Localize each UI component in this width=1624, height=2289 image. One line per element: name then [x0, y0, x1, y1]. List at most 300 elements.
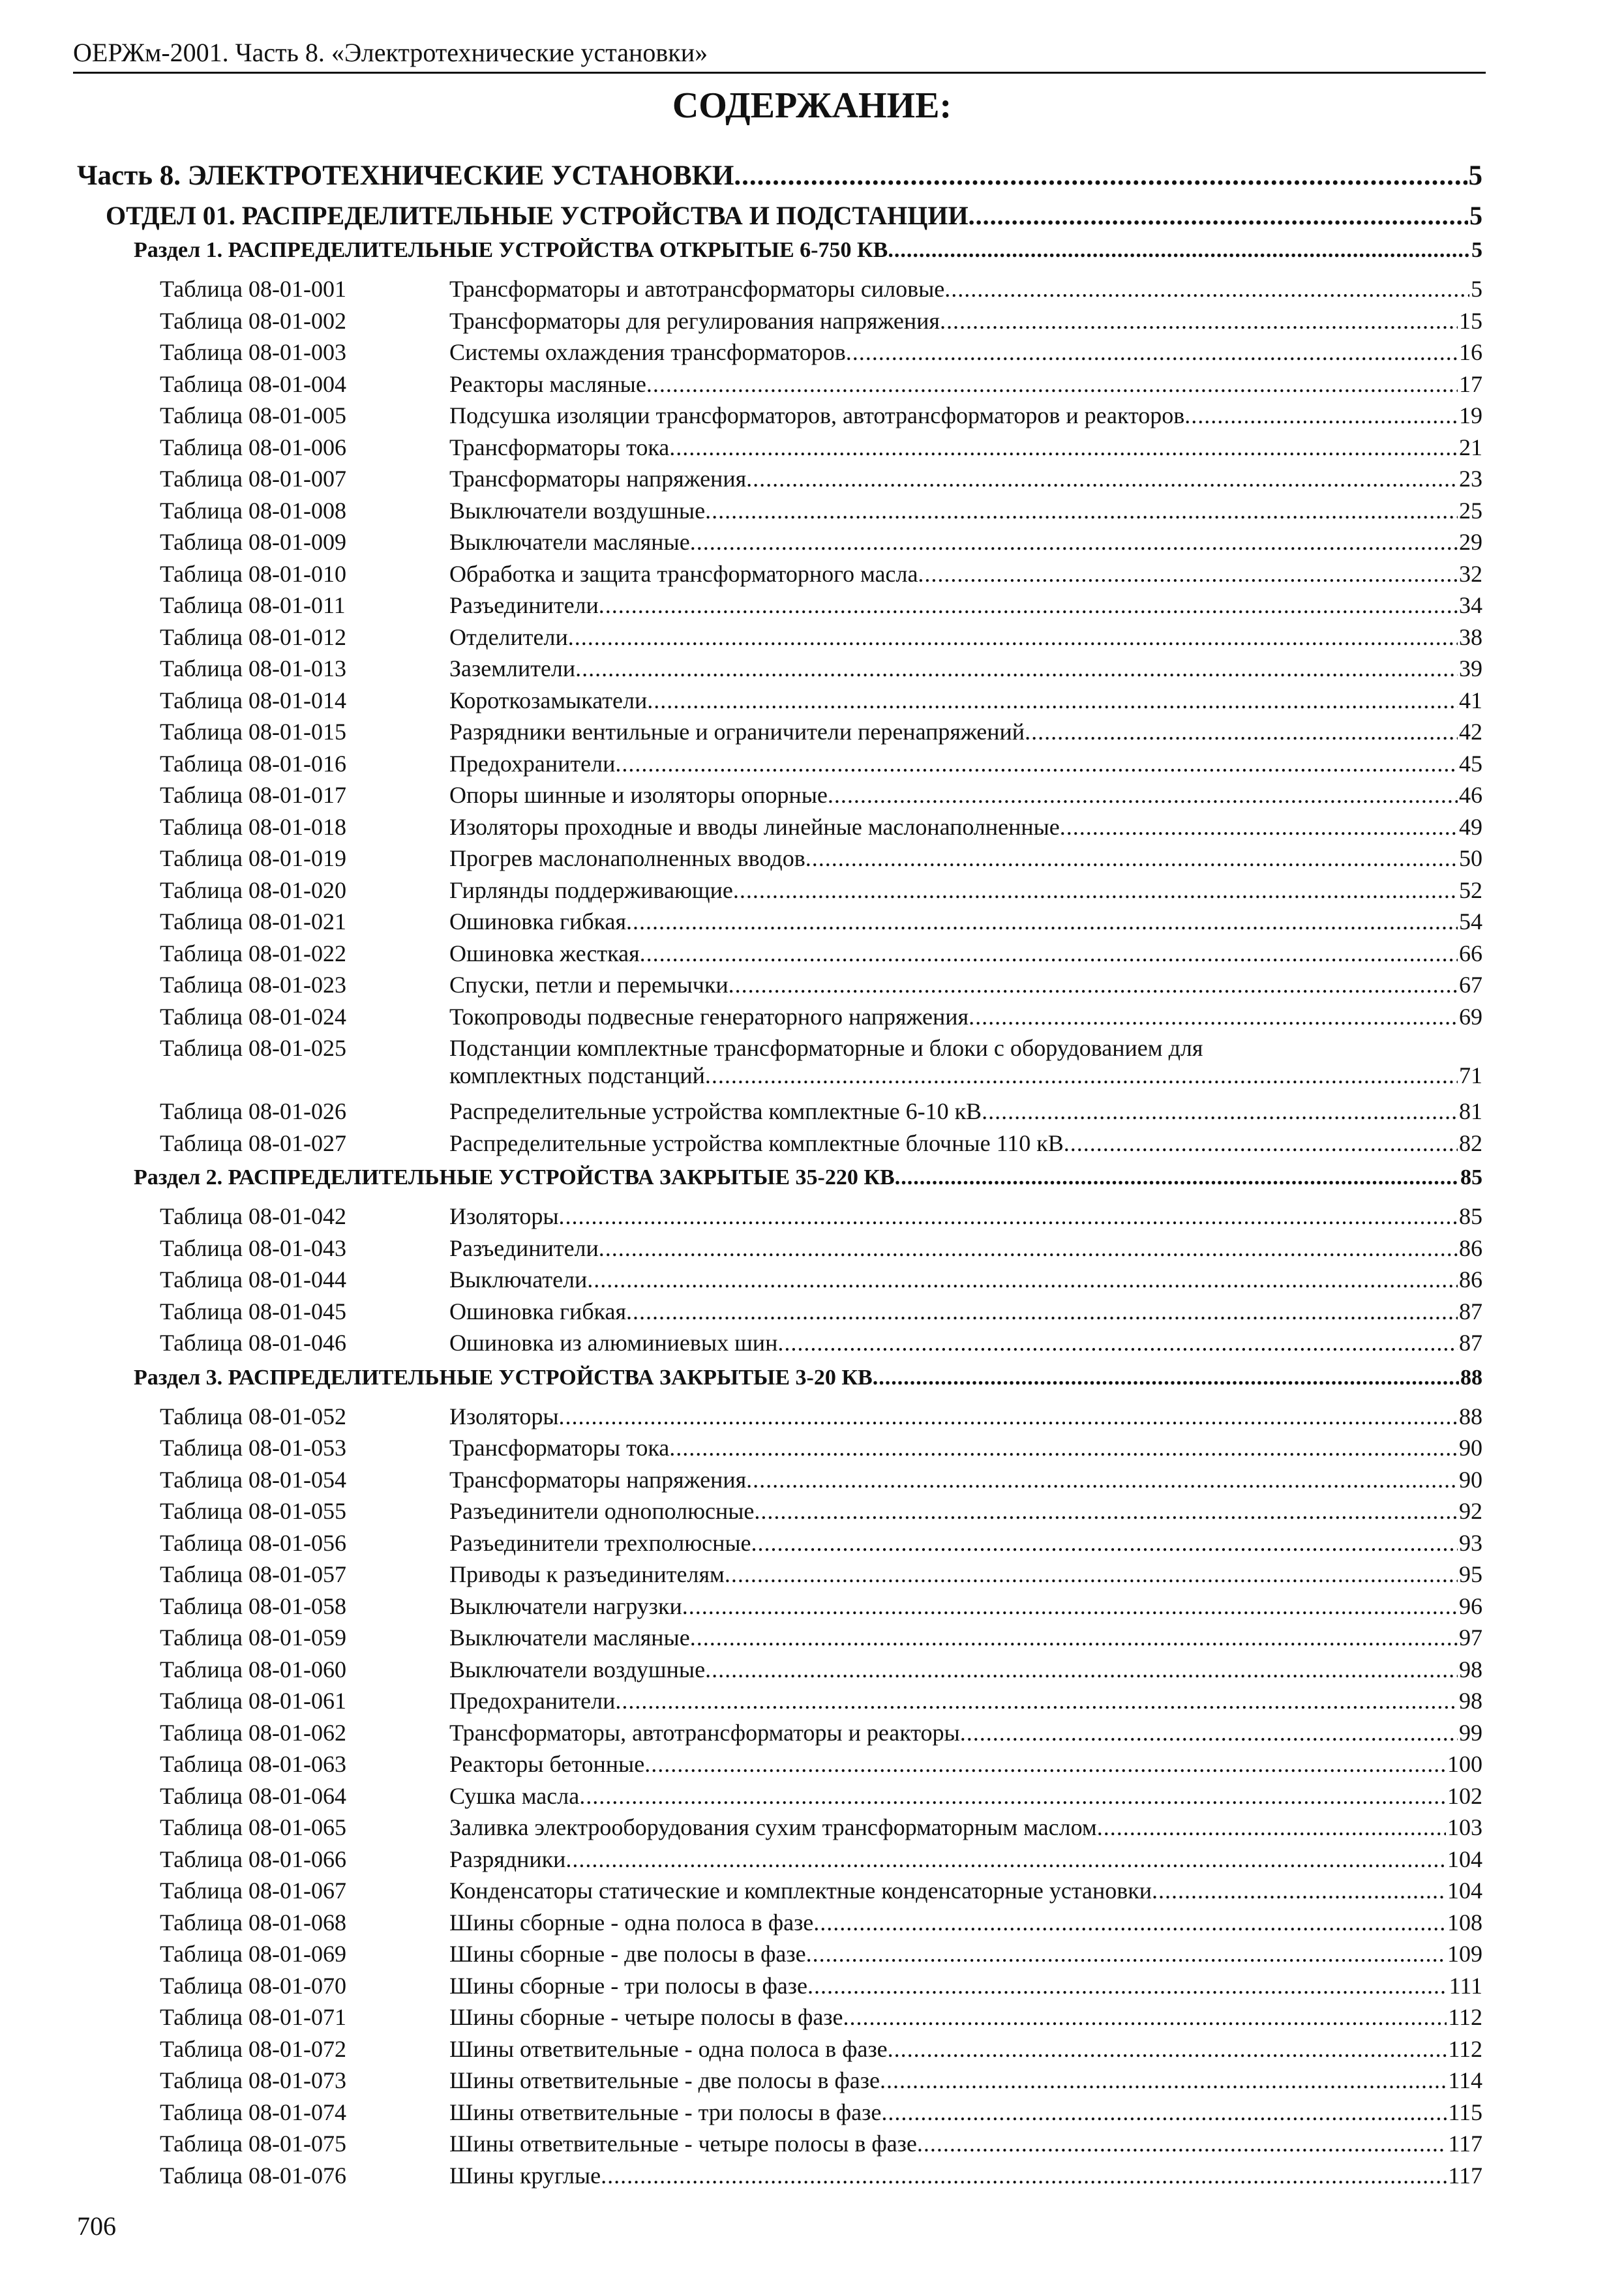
toc-table-page: 71: [1459, 1062, 1482, 1088]
toc-table-entry[interactable]: [0, 591, 1624, 623]
toc-table-number: Таблица 08-01-052: [160, 1403, 346, 1429]
dot-leader: [669, 434, 1458, 461]
toc-table-page: 92: [1459, 1498, 1482, 1524]
toc-table-entry[interactable]: [0, 465, 1624, 497]
dot-leader: [559, 1403, 1458, 1430]
toc-table-page: 66: [1459, 940, 1482, 966]
dot-leader: [682, 1593, 1458, 1620]
toc-table-entry[interactable]: [0, 1298, 1624, 1330]
toc-table-title: Предохранители: [449, 1688, 616, 1714]
toc-table-entry[interactable]: [0, 1593, 1624, 1624]
toc-table-entry[interactable]: [0, 1687, 1624, 1719]
toc-table-page: 82: [1459, 1130, 1482, 1156]
toc-table-title: Распределительные устройства комплектные блочные 110 кВ: [449, 1130, 1064, 1156]
toc-table-description: [449, 434, 1482, 461]
toc-table-description: [449, 623, 1482, 651]
toc-table-number: Таблица 08-01-018: [160, 813, 346, 840]
toc-table-title: Шины круглые: [449, 2162, 601, 2189]
toc-table-page: 17: [1459, 370, 1482, 397]
toc-table-title-continuation: комплектных подстанций: [449, 1062, 705, 1088]
toc-table-page: 93: [1459, 1529, 1482, 1556]
toc-table-title: Трансформаторы тока: [449, 434, 670, 460]
toc-table-description: [449, 497, 1482, 524]
toc-table-page: 96: [1459, 1593, 1482, 1619]
toc-table-number: Таблица 08-01-056: [160, 1529, 346, 1556]
toc-table-number: Таблица 08-01-053: [160, 1435, 346, 1461]
toc-table-number: Таблица 08-01-045: [160, 1298, 346, 1324]
toc-table-page: 114: [1448, 2067, 1482, 2093]
dot-leader: [734, 160, 1467, 192]
dot-leader: [751, 1529, 1458, 1557]
dot-leader: [888, 238, 1470, 263]
toc-table-description: [449, 370, 1482, 398]
dot-leader: [725, 1561, 1458, 1588]
dot-leader: [615, 750, 1458, 777]
toc-table-page: 97: [1459, 1624, 1482, 1651]
dot-leader: [982, 1098, 1458, 1125]
toc-table-number: Таблица 08-01-016: [160, 750, 346, 777]
toc-table-entry[interactable]: [0, 275, 1624, 307]
toc-department-entry[interactable]: [0, 200, 1624, 238]
toc-table-description: [449, 1434, 1482, 1461]
toc-table-title: Шины ответвительные - три полосы в фазе: [449, 2099, 882, 2125]
toc-table-entry[interactable]: [0, 528, 1624, 560]
toc-section-label: Раздел 1. РАСПРЕДЕЛИТЕЛЬНЫЕ УСТРОЙСТВА ОТКРЫТЫЕ 6-750 КВ: [134, 238, 888, 262]
toc-table-description: [449, 338, 1482, 366]
toc-table-description: [449, 2067, 1482, 2094]
dot-leader: [705, 1656, 1458, 1683]
toc-table-page: 52: [1459, 876, 1482, 903]
dot-leader: [640, 940, 1458, 967]
toc-table-page: 98: [1459, 1688, 1482, 1714]
toc-table-page: 25: [1459, 497, 1482, 524]
toc-table-description: [449, 908, 1482, 935]
toc-table-number: Таблица 08-01-005: [160, 402, 346, 428]
toc-table-number: Таблица 08-01-014: [160, 687, 346, 713]
dot-leader: [599, 591, 1458, 619]
dot-leader: [1060, 813, 1458, 841]
toc-table-title: Выключатели воздушные: [449, 1656, 706, 1683]
toc-department-page: 5: [1469, 201, 1482, 230]
toc-table-number: Таблица 08-01-026: [160, 1098, 346, 1124]
dot-leader: [1097, 1814, 1446, 1841]
toc-part-label: Часть 8. ЭЛЕКТРОТЕХНИЧЕСКИЕ УСТАНОВКИ: [77, 160, 734, 191]
toc-table-number: Таблица 08-01-012: [160, 623, 346, 650]
toc-table-description: [449, 1203, 1482, 1230]
toc-table-entry[interactable]: [0, 307, 1624, 339]
toc-table-description: [449, 307, 1482, 335]
toc-table-entry[interactable]: [0, 1561, 1624, 1593]
toc-table-number: Таблица 08-01-020: [160, 876, 346, 903]
toc-table-description: [449, 845, 1482, 872]
toc-section-entry[interactable]: [0, 1165, 1624, 1203]
toc-table-page: 90: [1459, 1435, 1482, 1461]
toc-table-title: Трансформаторы напряжения: [449, 466, 747, 492]
toc-table-description: [449, 687, 1482, 714]
toc-table-description: [449, 560, 1482, 588]
toc-table-entry[interactable]: [0, 1529, 1624, 1561]
toc-table-description: [449, 591, 1482, 619]
dot-leader: [806, 1940, 1446, 1967]
toc-table-entry[interactable]: [0, 1719, 1624, 1751]
toc-table-description: [449, 750, 1482, 777]
dot-leader: [729, 971, 1458, 998]
toc-table-title: Заливка электрооборудования сухим трансформаторным маслом: [449, 1814, 1097, 1840]
toc-table-title: Конденсаторы статические и комплектные конденсаторные установки: [449, 1878, 1152, 1904]
page-title: СОДЕРЖАНИЕ:: [672, 85, 952, 126]
toc-table-entry[interactable]: [0, 338, 1624, 370]
toc-table-page: 88: [1459, 1403, 1482, 1429]
toc-table-entry[interactable]: [0, 1234, 1624, 1266]
toc-table-entry[interactable]: [0, 623, 1624, 655]
dot-leader: [843, 2003, 1447, 2031]
toc-table-description: [449, 1593, 1482, 1620]
toc-table-number: Таблица 08-01-066: [160, 1846, 346, 1872]
toc-table-description: [449, 2099, 1482, 2126]
toc-table-number: Таблица 08-01-043: [160, 1234, 346, 1261]
toc-table-entry[interactable]: [0, 750, 1624, 782]
toc-table-page: 46: [1459, 782, 1482, 808]
toc-table-page: 99: [1459, 1719, 1482, 1746]
toc-table-page: 103: [1447, 1814, 1482, 1840]
toc-table-entry[interactable]: [0, 1466, 1624, 1498]
toc-table-number: Таблица 08-01-065: [160, 1814, 346, 1840]
toc-table-number: Таблица 08-01-054: [160, 1466, 346, 1493]
toc-table-title: Ошиновка жесткая: [449, 940, 640, 966]
toc-table-description: [449, 1972, 1482, 1999]
dot-leader: [565, 1846, 1446, 1873]
toc-part-entry[interactable]: [0, 160, 1624, 200]
toc-section-page: 5: [1471, 238, 1482, 262]
toc-table-page: 104: [1447, 1878, 1482, 1904]
toc-table-page: 69: [1459, 1003, 1482, 1030]
dot-leader: [813, 1909, 1446, 1936]
dot-leader: [568, 623, 1458, 651]
toc-table-page: 41: [1459, 687, 1482, 713]
toc-table-number: Таблица 08-01-017: [160, 782, 346, 808]
toc-table-page: 104: [1447, 1846, 1482, 1872]
toc-table-entry[interactable]: [0, 1909, 1624, 1941]
toc-section-page: 85: [1460, 1165, 1482, 1189]
toc-table-entry[interactable]: [0, 1624, 1624, 1656]
toc-table-number: Таблица 08-01-064: [160, 1782, 346, 1809]
toc-table-number: Таблица 08-01-059: [160, 1624, 346, 1651]
toc-table-title: Разъединители однополюсные: [449, 1498, 755, 1524]
toc-sections: [0, 238, 1624, 2193]
toc-table-title: Шины сборные - три полосы в фазе: [449, 1972, 807, 1999]
toc-table-number: Таблица 08-01-023: [160, 972, 346, 998]
toc-section-label: Раздел 2. РАСПРЕДЕЛИТЕЛЬНЫЕ УСТРОЙСТВА ЗАКРЫТЫЕ 35-220 КВ: [134, 1165, 895, 1189]
toc-table-number: Таблица 08-01-002: [160, 307, 346, 334]
toc-table-entry[interactable]: [0, 497, 1624, 529]
page-number: 706: [77, 2211, 116, 2241]
toc-table-title: Изоляторы проходные и вводы линейные маслонаполненные: [449, 813, 1060, 840]
toc-table-title: Трансформаторы, автотрансформаторы и реакторы: [449, 1719, 960, 1746]
toc-table-entry[interactable]: [0, 845, 1624, 876]
toc-table-title: Шины сборные - одна полоса в фазе: [449, 1909, 814, 1936]
toc-table-description: [449, 1877, 1482, 1904]
toc-table-entry[interactable]: [0, 434, 1624, 466]
toc-table-description: [449, 1403, 1482, 1430]
toc-table-page: 90: [1459, 1466, 1482, 1493]
toc-department-label: ОТДЕЛ 01. РАСПРЕДЕЛИТЕЛЬНЫЕ УСТРОЙСТВА И ПОДСТАНЦИИ: [106, 201, 969, 230]
toc-table-entry[interactable]: [0, 971, 1624, 1003]
toc-table-description: [449, 2003, 1482, 2031]
toc-table-number: Таблица 08-01-072: [160, 2035, 346, 2062]
toc-table-number: Таблица 08-01-042: [160, 1203, 346, 1229]
toc-table-title: Выключатели воздушные: [449, 497, 706, 524]
toc-table-page: 100: [1447, 1751, 1482, 1777]
toc-table-description: [449, 1298, 1482, 1325]
toc-table-title: Опоры шинные и изоляторы опорные: [449, 782, 828, 808]
toc-table-number: Таблица 08-01-068: [160, 1909, 346, 1936]
toc-table-description: [449, 971, 1482, 998]
running-header: ОЕРЖм-2001. Часть 8. «Электротехнические установки»: [73, 34, 1486, 74]
dot-leader: [587, 1266, 1458, 1293]
toc-table-number: Таблица 08-01-046: [160, 1330, 346, 1356]
dot-leader: [754, 1497, 1458, 1525]
toc-table-number: Таблица 08-01-060: [160, 1656, 346, 1683]
dot-leader: [880, 2067, 1447, 2094]
dot-leader: [969, 1003, 1458, 1030]
toc-table-entry[interactable]: [0, 1130, 1624, 1161]
toc-table-number: Таблица 08-01-076: [160, 2162, 346, 2189]
toc-table-page: 32: [1459, 560, 1482, 587]
toc-table-number: Таблица 08-01-058: [160, 1593, 346, 1619]
toc-table-title: Выключатели масляные: [449, 529, 690, 555]
toc-table-description: [449, 1782, 1482, 1810]
toc-table-title: Шины ответвительные - четыре полосы в фазе: [449, 2131, 917, 2157]
dot-leader: [940, 307, 1458, 335]
toc-table-entry[interactable]: [0, 1782, 1624, 1814]
toc-table-description: [449, 1497, 1482, 1525]
toc-table-description: [449, 2162, 1482, 2189]
toc-table-page: 117: [1448, 2131, 1482, 2157]
dot-leader: [647, 687, 1458, 714]
toc-table-title: Изоляторы: [449, 1203, 559, 1229]
dot-leader: [690, 1624, 1458, 1651]
toc-table-description: [449, 1624, 1482, 1651]
toc-table-title: Короткозамыкатели: [449, 687, 648, 713]
toc-section-page: 88: [1460, 1365, 1482, 1390]
toc-table-description: [449, 1329, 1482, 1356]
dot-leader: [626, 1298, 1458, 1325]
dot-leader: [626, 908, 1458, 935]
toc-table-description: [449, 876, 1482, 904]
toc-section-entry[interactable]: [0, 238, 1624, 275]
toc-table-description: [449, 1529, 1482, 1557]
toc-table-page: 111: [1449, 1972, 1482, 1999]
toc-table-number: Таблица 08-01-055: [160, 1498, 346, 1524]
toc-table-title-continuation-line: [449, 1062, 1482, 1089]
toc-table-title: Ошиновка гибкая: [449, 1298, 627, 1324]
dot-leader: [846, 338, 1458, 366]
dot-leader: [944, 275, 1469, 303]
toc-table-description: [449, 1719, 1482, 1746]
toc-table-title: Сушка масла: [449, 1782, 580, 1809]
dot-leader: [969, 200, 1468, 231]
dot-leader: [669, 1434, 1458, 1461]
toc-table-title: Шины ответвительные - одна полоса в фазе: [449, 2035, 888, 2062]
toc-part-page: 5: [1468, 160, 1482, 191]
dot-leader: [646, 370, 1458, 398]
toc-table-entry[interactable]: [0, 2035, 1624, 2067]
toc-table-title: Гирлянды поддерживающие: [449, 876, 733, 903]
toc-table-description: [449, 1466, 1482, 1493]
toc-table-entry[interactable]: [0, 1034, 1624, 1098]
toc-section-entry[interactable]: [0, 1366, 1624, 1403]
toc-table-page: 34: [1459, 592, 1482, 618]
toc-table-title: Трансформаторы для регулирования напряжения: [449, 307, 940, 334]
toc-table-entry[interactable]: [0, 655, 1624, 687]
dot-leader: [918, 560, 1458, 588]
toc-table-entry[interactable]: [0, 940, 1624, 972]
toc-table-description: [449, 2130, 1482, 2157]
toc-table-page: 50: [1459, 845, 1482, 871]
toc-table-entry[interactable]: [0, 2003, 1624, 2035]
toc-table-entry[interactable]: [0, 1403, 1624, 1435]
dot-leader: [705, 497, 1458, 524]
toc-table-description: [449, 1266, 1482, 1293]
toc-table-number: Таблица 08-01-062: [160, 1719, 346, 1746]
toc-table-page: 42: [1459, 719, 1482, 745]
dot-leader: [690, 528, 1458, 556]
toc-table-page: 15: [1459, 307, 1482, 334]
dot-leader: [599, 1234, 1458, 1262]
toc-table-number: Таблица 08-01-006: [160, 434, 346, 460]
toc-table-description: [449, 1130, 1482, 1157]
toc-table-title: Выключатели: [449, 1266, 588, 1293]
toc-table-entry[interactable]: [0, 718, 1624, 750]
toc-table-description: [449, 718, 1482, 745]
dot-leader: [615, 1687, 1458, 1714]
toc-table-entry[interactable]: [0, 2099, 1624, 2131]
toc-table-number: Таблица 08-01-011: [160, 592, 346, 618]
toc-table-entry[interactable]: [0, 402, 1624, 434]
toc-table-page: 49: [1459, 813, 1482, 840]
dot-leader: [828, 781, 1458, 809]
toc-table-number: Таблица 08-01-075: [160, 2131, 346, 2157]
toc-table-description: [449, 1003, 1482, 1030]
toc-table-description: [449, 1034, 1482, 1089]
toc-table-number: Таблица 08-01-008: [160, 497, 346, 524]
toc-table-title: Разъединители: [449, 592, 599, 618]
toc-table-entry[interactable]: [0, 560, 1624, 592]
dot-leader: [1184, 402, 1458, 429]
toc-table-description: [449, 1561, 1482, 1588]
toc-table-title: Токопроводы подвесные генераторного напряжения: [449, 1003, 969, 1030]
toc-table-page: 85: [1459, 1203, 1482, 1229]
toc-table-title: Трансформаторы и автотрансформаторы силовые: [449, 276, 945, 302]
dot-leader: [1025, 718, 1458, 745]
toc-table-number: Таблица 08-01-067: [160, 1878, 346, 1904]
toc-table-number: Таблица 08-01-025: [160, 1035, 346, 1061]
toc-table-title: Подстанции комплектные трансформаторные и блоки с оборудованием для: [449, 1035, 1203, 1061]
toc-table-entry[interactable]: [0, 1846, 1624, 1878]
toc-table-description: [449, 1940, 1482, 1967]
toc-table-entry[interactable]: [0, 1877, 1624, 1909]
toc-table-description: [449, 813, 1482, 841]
toc-table-description: [449, 1846, 1482, 1873]
toc-table-entry[interactable]: [0, 1329, 1624, 1361]
toc-table-entry[interactable]: [0, 2067, 1624, 2099]
toc-table-description: [449, 1098, 1482, 1125]
toc-table-title: Реакторы масляные: [449, 370, 646, 397]
toc-table-number: Таблица 08-01-027: [160, 1130, 346, 1156]
toc-table-description: [449, 1687, 1482, 1714]
toc-table-number: Таблица 08-01-074: [160, 2099, 346, 2125]
dot-leader: [579, 1782, 1446, 1810]
toc-table-page: 87: [1459, 1298, 1482, 1324]
toc-table-entry[interactable]: [0, 2162, 1624, 2194]
toc-table-entry[interactable]: [0, 1940, 1624, 1972]
toc-table-entry[interactable]: [0, 1098, 1624, 1130]
dot-leader: [888, 2035, 1447, 2063]
toc-table-entry[interactable]: [0, 781, 1624, 813]
toc-table-entry[interactable]: [0, 1003, 1624, 1035]
toc-table-page: 87: [1459, 1330, 1482, 1356]
dot-leader: [746, 465, 1458, 492]
toc-table-entry[interactable]: [0, 813, 1624, 845]
dot-leader: [644, 1750, 1446, 1778]
toc-table-entry[interactable]: [0, 1434, 1624, 1466]
toc-table-entry[interactable]: [0, 370, 1624, 402]
toc-table-title: Трансформаторы тока: [449, 1435, 670, 1461]
toc-table-entry[interactable]: [0, 1814, 1624, 1846]
toc-table-title: Шины сборные - две полосы в фазе: [449, 1941, 806, 1967]
toc-table-page: 117: [1448, 2162, 1482, 2189]
toc-table-number: Таблица 08-01-013: [160, 655, 346, 681]
toc-table-entry[interactable]: [0, 1203, 1624, 1234]
toc-table-page: 39: [1459, 655, 1482, 681]
toc-table-entry[interactable]: [0, 908, 1624, 940]
toc-table-entry[interactable]: [0, 1750, 1624, 1782]
toc-table-title: Разрядники вентильные и ограничители перенапряжений: [449, 719, 1025, 745]
toc-table-entry[interactable]: [0, 2130, 1624, 2162]
dot-leader: [705, 1062, 1458, 1089]
toc-table-description: [449, 1814, 1482, 1841]
toc-table-entry[interactable]: [0, 687, 1624, 719]
toc-table-number: Таблица 08-01-021: [160, 908, 346, 935]
toc-table-page: 5: [1471, 276, 1482, 302]
toc-table-entry[interactable]: [0, 1497, 1624, 1529]
toc-table-entry[interactable]: [0, 1266, 1624, 1298]
toc-table-entry[interactable]: [0, 1656, 1624, 1688]
toc-table-description: [449, 1656, 1482, 1683]
toc-table-title: Изоляторы: [449, 1403, 559, 1429]
toc-table-page: 86: [1459, 1234, 1482, 1261]
dot-leader: [575, 655, 1458, 682]
dot-leader: [601, 2162, 1447, 2189]
toc-table-title: Обработка и защита трансформаторного масла: [449, 560, 918, 587]
toc-table-description: [449, 1909, 1482, 1936]
toc-table-title: Разъединители трехполюсные: [449, 1529, 751, 1556]
toc-table-number: Таблица 08-01-022: [160, 940, 346, 966]
toc-table-number: Таблица 08-01-015: [160, 719, 346, 745]
toc-table-page: 19: [1459, 402, 1482, 428]
toc-table-entry[interactable]: [0, 876, 1624, 908]
toc-table-page: 67: [1459, 972, 1482, 998]
dot-leader: [917, 2130, 1447, 2157]
toc-table-page: 45: [1459, 750, 1482, 777]
toc-table-title: Разъединители: [449, 1234, 599, 1261]
toc-table-title: Выключатели масляные: [449, 1624, 690, 1651]
toc-table-entry[interactable]: [0, 1972, 1624, 2004]
toc-table-number: Таблица 08-01-003: [160, 339, 346, 365]
toc-table-description: [449, 275, 1482, 303]
toc-table-number: Таблица 08-01-061: [160, 1688, 346, 1714]
toc-table-title: Ошиновка из алюминиевых шин: [449, 1330, 778, 1356]
